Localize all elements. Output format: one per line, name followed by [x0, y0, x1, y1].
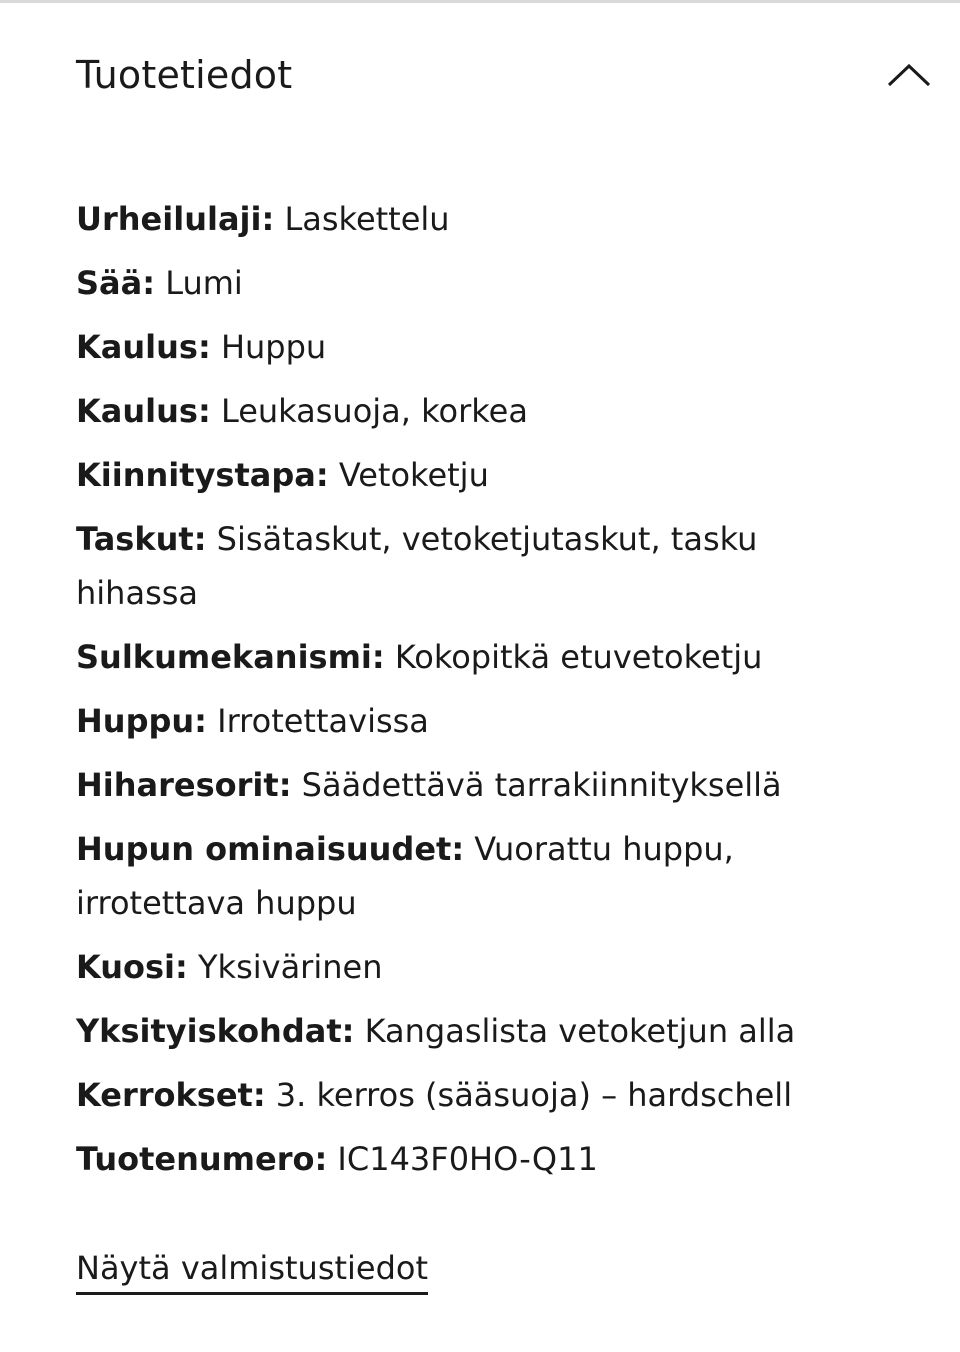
attribute-label: Sää: [76, 264, 156, 302]
attribute-item [76, 448, 876, 502]
attribute-item [76, 256, 876, 310]
attribute-value: Vetoketju [338, 456, 489, 494]
attribute-item [76, 1132, 876, 1186]
section-title: Tuotetiedot [76, 53, 293, 97]
attribute-label: Kiinnitystapa: [76, 456, 329, 494]
attribute-label: Taskut: [76, 520, 207, 558]
attribute-item [76, 758, 876, 812]
attribute-value: Kokopitkä etuvetoketju [394, 638, 763, 676]
attribute-item [76, 384, 876, 438]
attribute-item [76, 940, 876, 994]
attribute-item [76, 192, 876, 246]
attribute-label: Tuotenumero: [76, 1140, 328, 1178]
product-details-header[interactable] [76, 40, 934, 110]
attribute-value: Lumi [165, 264, 243, 302]
attribute-value: Huppu [220, 328, 327, 366]
attribute-value: Yksivärinen [197, 948, 383, 986]
top-divider [0, 0, 960, 3]
attribute-label: Kaulus: [76, 392, 211, 430]
attribute-item [76, 1068, 876, 1122]
attribute-item [76, 512, 876, 620]
chevron-up-icon[interactable] [884, 55, 934, 95]
manufacturing-info-link[interactable]: Näytä valmistustiedot [76, 1244, 428, 1295]
attribute-list [76, 192, 876, 1196]
attribute-item [76, 1004, 876, 1058]
attribute-value: Säädettävä tarrakiinnityksellä [301, 766, 782, 804]
attribute-item [76, 320, 876, 374]
attribute-label: Yksityiskohdat: [76, 1012, 355, 1050]
attribute-value: Kangaslista vetoketjun alla [364, 1012, 796, 1050]
attribute-item [76, 630, 876, 684]
attribute-label: Kuosi: [76, 948, 188, 986]
attribute-label: Kaulus: [76, 328, 211, 366]
attribute-label: Hiharesorit: [76, 766, 292, 804]
attribute-value: Laskettelu [284, 200, 450, 238]
attribute-item [76, 822, 876, 930]
attribute-value: Irrotettavissa [217, 702, 429, 740]
attribute-value: Leukasuoja, korkea [220, 392, 528, 430]
attribute-label: Hupun ominaisuudet: [76, 830, 465, 868]
attribute-label: Kerrokset: [76, 1076, 266, 1114]
attribute-value: IC143F0HO-Q11 [337, 1140, 598, 1178]
attribute-item [76, 694, 876, 748]
attribute-label: Huppu: [76, 702, 207, 740]
attribute-value: Vuorattu huppu, irrotettava huppu [76, 830, 734, 922]
attribute-label: Urheilulaji: [76, 200, 275, 238]
attribute-value: 3. kerros (sääsuoja) – hardschell [275, 1076, 793, 1114]
attribute-value: Sisätaskut, vetoketjutaskut, tasku hihassa [76, 520, 758, 612]
attribute-label: Sulkumekanismi: [76, 638, 385, 676]
